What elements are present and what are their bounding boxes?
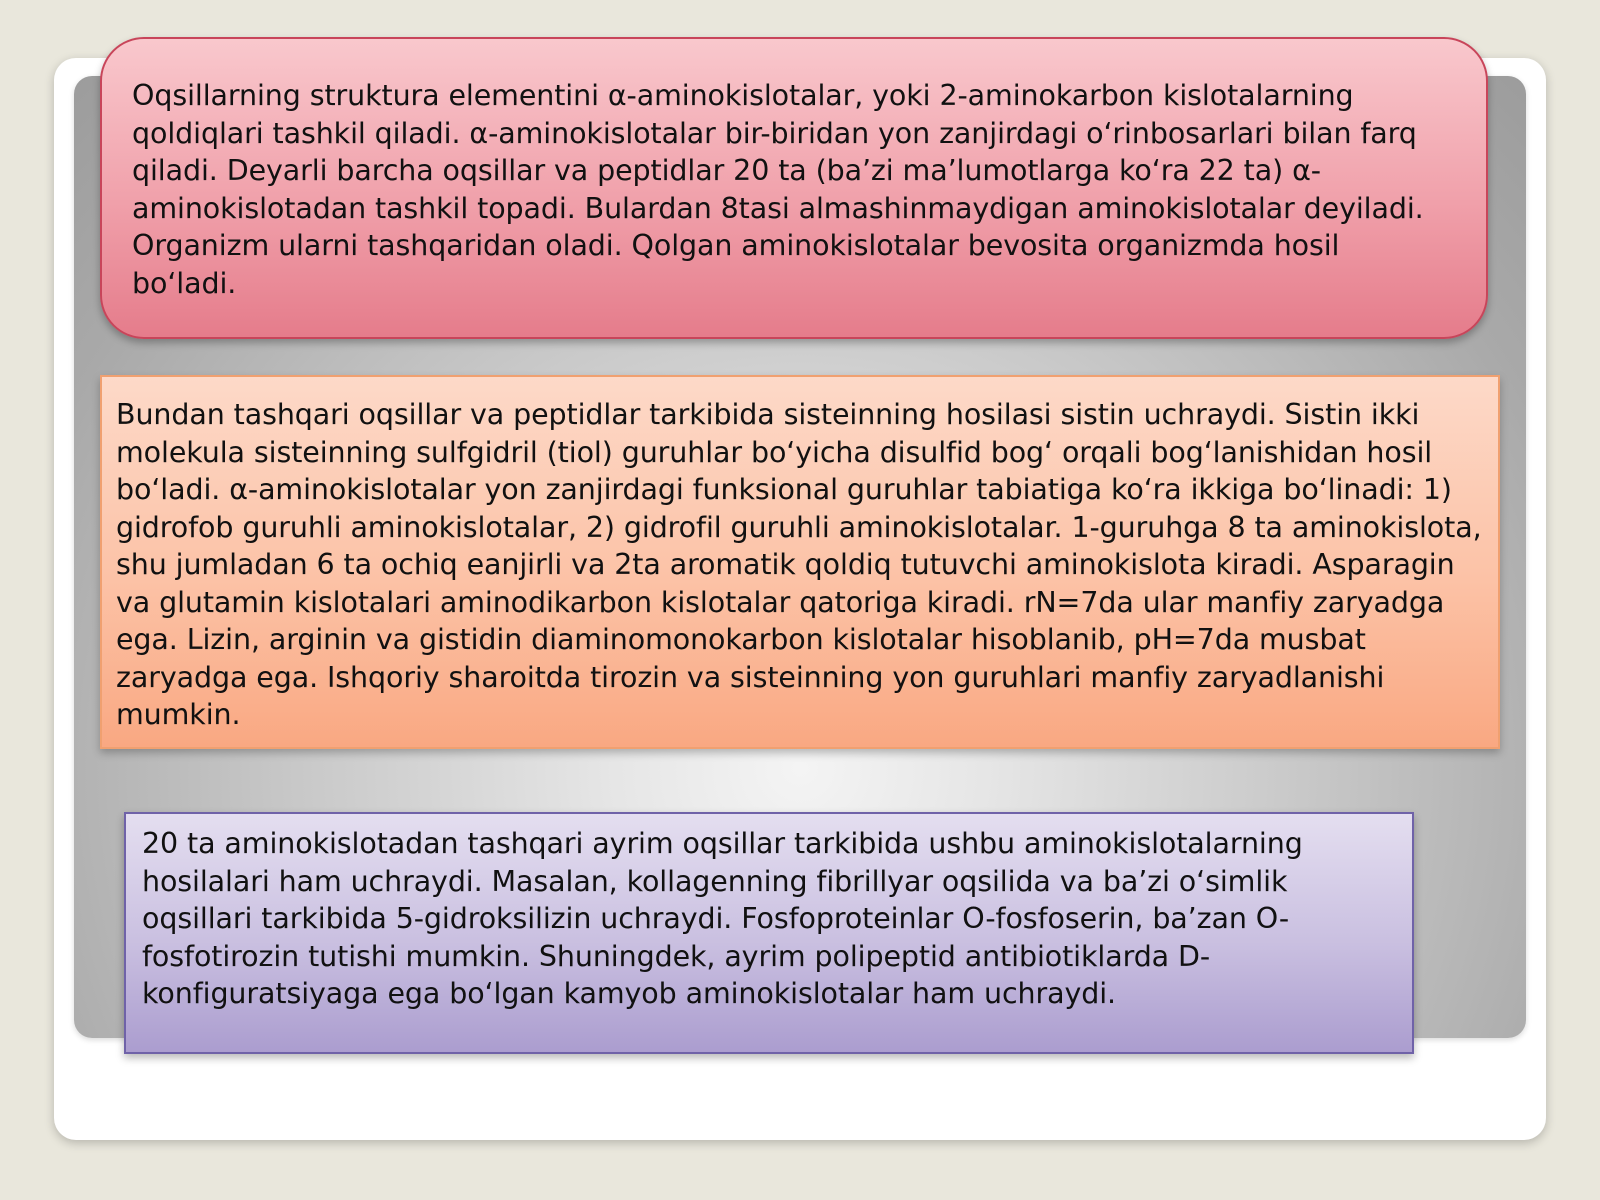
paragraph-text-first: Oqsillarning struktura elementini α-aminokislotalar, yoki 2-aminokarbon kislotalarning qoldiqlari tashkil qiladi. α-aminokislotalar bir-biridan yon zanjirdagi o‘rinbosarlari bilan farq qiladi. Deyarli barcha oqsillar va peptidlar 20 ta (ba’zi ma’lumotlarga ko‘ra 22 ta) α-aminokislotadan tashkil topadi. Bulardan 8tasi almashinmaydigan aminokislotalar deyiladi. Organizm ularni tashqaridan oladi. Qolgan aminokislotalar bevosita organizmda hosil bo‘ladi. [132, 79, 1424, 300]
paragraph-text-second: Bundan tashqari oqsillar va peptidlar tarkibida sisteinning hosilasi sistin uchraydi. Sistin ikki molekula sisteinning sulfgidril (tiol) guruhlar bo‘yicha disulfid bog‘ orqali bog‘lanishidan hosil bo‘ladi. α-aminokislotalar yon zanjirdagi funksional guruhlar tabiatiga ko‘ra ikkiga bo‘linadi: 1) gidrofob guruhli aminokislotalar, 2) gidrofil guruhli aminokislotalar. 1-guruhga 8 ta aminokislota, shu jumladan 6 ta ochiq eanjirli va 2ta aromatik qoldiq tutuvchi aminokislota kiradi. Asparagin va glutamin kislotalari aminodikarbon kislotalar qatoriga kiradi. rN=7da ular manfiy zaryadga ega. Lizin, arginin va gistidin diaminomonokarbon kislotalar hisoblanib, pH=7da musbat zaryadga ega. Ishqoriy sharoitda tirozin va sisteinning yon guruhlari manfiy zaryadlanishi mumkin. [116, 398, 1482, 731]
paragraph-box-cystine-and-groups [100, 375, 1500, 749]
paragraph-text-third: 20 ta aminokislotadan tashqari ayrim oqsillar tarkibida ushbu aminokislotalarning hosilalari ham uchraydi. Masalan, kollagenning fibrillyar oqsilida va ba’zi o‘simlik oqsillari tarkibida 5-gidroksilizin uchraydi. Fosfoproteinlar O-fosfoserin, ba’zan O-fosfotirozin tutishi mumkin. Shuningdek, ayrim polipeptid antibiotiklarda D-konfiguratsiyaga ega bo‘lgan kamyob aminokislotalar ham uchraydi. [142, 827, 1303, 1010]
paragraph-box-derivatives [124, 812, 1414, 1054]
paragraph-box-amino-acids-structure [100, 37, 1488, 339]
